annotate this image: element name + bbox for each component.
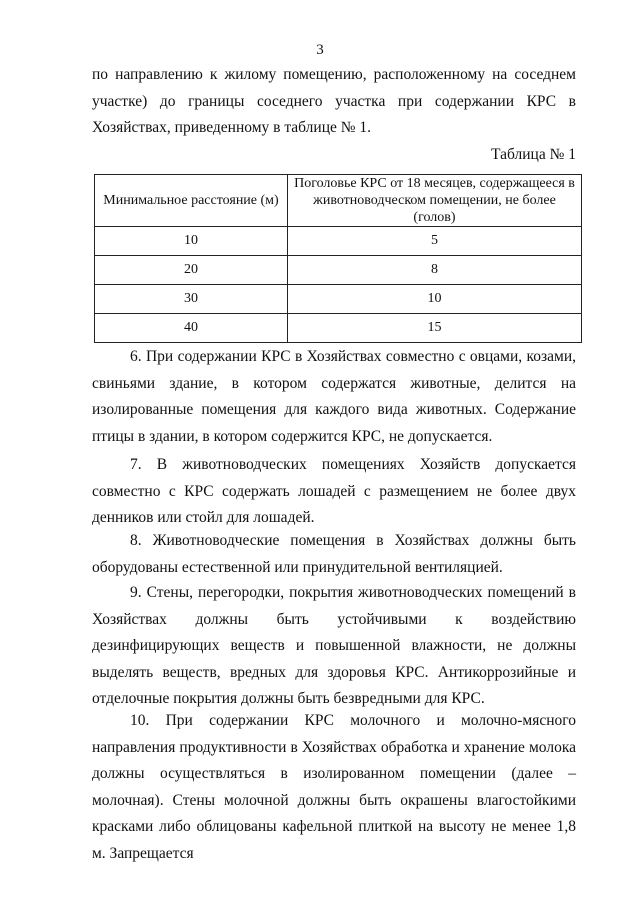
- table-header-row: [95, 175, 582, 227]
- paragraph-7: 7. В животноводческих помещениях Хозяйств допускается совместно с КРС содержать лошадей с размещением не более двух денников или стойл для лошадей.: [92, 456, 576, 526]
- paragraph-8: 8. Животноводческие помещения в Хозяйствах должны быть оборудованы естественной или принудительной вентиляцией.: [92, 532, 576, 576]
- page-number: 3: [316, 42, 324, 58]
- paragraph-10: 10. При содержании КРС молочного и молочно-мясного направления продуктивности в Хозяйствах обработка и хранение молока должны осуществляться в изолированном помещении (далее – молочная). Стены молочной должны быть окрашены влагостойкими красками либо облицованы кафельной плиткой на высоту не менее 1,8 м. Запрещается: [92, 712, 576, 862]
- table-cell-distance: 20: [95, 256, 288, 285]
- distance-table: [94, 174, 582, 343]
- table-cell-distance: 30: [95, 285, 288, 314]
- table-row: [95, 227, 582, 256]
- paragraph-6: 6. При содержании КРС в Хозяйствах совместно с овцами, козами, свиньями здание, в котором содержатся животные, делится на изолированные помещения для каждого вида животных. Содержание птицы в здании, в котором содержится КРС, не допускается.: [92, 348, 576, 445]
- table-cell-distance: 10: [95, 227, 288, 256]
- table-cell-livestock: 10: [288, 285, 582, 314]
- table-cell-livestock: 8: [288, 256, 582, 285]
- table-cell-livestock: 5: [288, 227, 582, 256]
- table-cell-distance: 40: [95, 314, 288, 343]
- paragraph-9: 9. Стены, перегородки, покрытия животноводческих помещений в Хозяйствах должны быть устойчивыми к воздействию дезинфицирующих веществ и повышенной влажности, не должны выделять веществ, вредных для здоровья КРС. Антикоррозийные и отделочные покрытия должны быть безвредными для КРС.: [92, 584, 576, 707]
- intro-paragraph: по направлению к жилому помещению, расположенному на соседнем участке) до границы соседнего участка при содержании КРС в Хозяйствах, приведенному в таблице № 1.: [92, 66, 576, 136]
- table-row: [95, 256, 582, 285]
- table-row: [95, 285, 582, 314]
- table-cell-livestock: 15: [288, 314, 582, 343]
- table-caption: Таблица № 1: [491, 146, 576, 163]
- table-header-livestock: Поголовье КРС от 18 месяцев, содержащееся в животноводческом помещении, не более (голов): [288, 175, 582, 227]
- table-header-distance: Минимальное расстояние (м): [95, 175, 288, 227]
- table-row: [95, 314, 582, 343]
